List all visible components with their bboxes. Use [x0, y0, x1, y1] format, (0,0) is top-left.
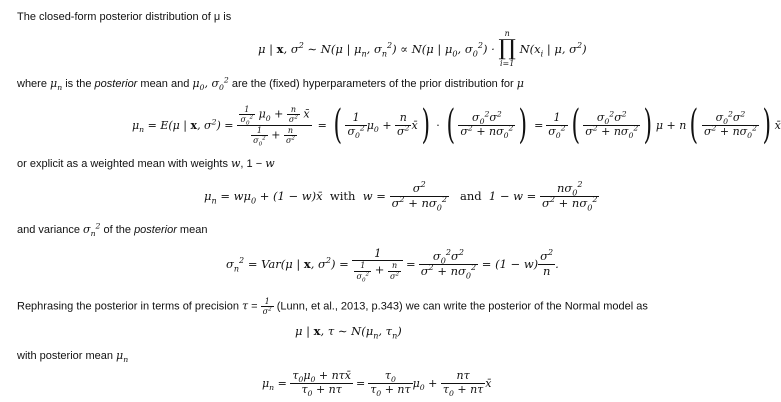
paragraph-posterior-mean: with posterior mean $\mu_n$ — [17, 349, 129, 365]
equation-weights: $\mu_n = w\mu_0 + (1$ − w)x̄ with w = $\frac{\sigma^2}{\sigma^2 + n\sigma_0^2}$ and 1 − w = $\frac{n\sigma_0^2}{\sigma^2 + n\sigma_0^2}$ — [204, 180, 598, 212]
equation-posterior: μ | x, $\sigma^2$ ∼ N(μ | $\mu_n$, $\sigma_n^2) \propto N(\mu$ | $\mu_0$, $\sigma_0^2$) · n ∏ i=1 $N(x_i$ | μ, $\sigma^2$) — [258, 29, 587, 68]
equation-posterior-mean: $\mu_n = E(\mu$ | x, $\sigma^2$) = $\frac{1}{\sigma_0^2}$ $\mu_0$ + $\frac{n}{\sigma^2}$ x̄ $\frac{1}{\sigma_0^2}$ + $\frac{n}{\sigma^2}$ = ( $\frac{1}{\sigma_0^2}$ $\mu_0$ + $\frac{n}{\sigma^2}$ x̄ ) · ( $\frac{\sigma_0^2\sigma^2}{\sigma^2 + n\sigma_0^2}$ ) = $\frac{1}{\sigma_0^2}$ ( $\frac{\sigma_0^2\sigma^2}{\sigma^2 + n\sigma_0^2}$ ) μ + n ( $\frac{\sigma_0^2\sigma^2}{\sigma^2 + n\sigma_0^2}$ ) x̄ — [132, 102, 781, 148]
equation-precision-mean: $\mu_n$ = $\frac{\tau_0\mu_0 + n\tau x̄}{\tau_0 + n\tau}$ = $\frac{\tau_0}{\tau_0 + n\tau}$ $\mu_0$ + $\frac{n\tau}{\tau_0 + n\tau}$ x̄ — [262, 368, 492, 398]
paragraph-intro: The closed-form posterior distribution of μ is — [17, 11, 232, 23]
paragraph-precision: Rephrasing the posterior in terms of precision τ = $\frac{1}{\sigma^2}$ (Lunn, et al., 2013, p.343) we can write the posterior of the Normal model as — [17, 297, 648, 317]
paragraph-weighted-mean: or explicit as a weighted mean with weights w, 1 − w — [17, 157, 275, 170]
paragraph-variance: and variance $\sigma_n^2$ of the posterior mean — [17, 221, 208, 239]
paragraph-where: where $\mu_n$ is the posterior mean and $\mu_0$, $\sigma_0^2$ are the (fixed) hyperparameters of the prior distribution for μ — [17, 75, 524, 93]
equation-precision-posterior: μ | x, τ ∼ $N(\mu_n$, $\tau_n$) — [295, 324, 402, 341]
equation-variance: $\sigma_n^2 = Var(\mu$ | x, $\sigma^2$) = 1 $\frac{1}{\sigma_0^2}$ + $\frac{n}{\sigma^2}$ = $\frac{\sigma_0^2\sigma^2}{\sigma^2 + n\sigma_0^2}$ = (1 − w) $\frac{\sigma^2}{n}$ . — [226, 246, 559, 284]
